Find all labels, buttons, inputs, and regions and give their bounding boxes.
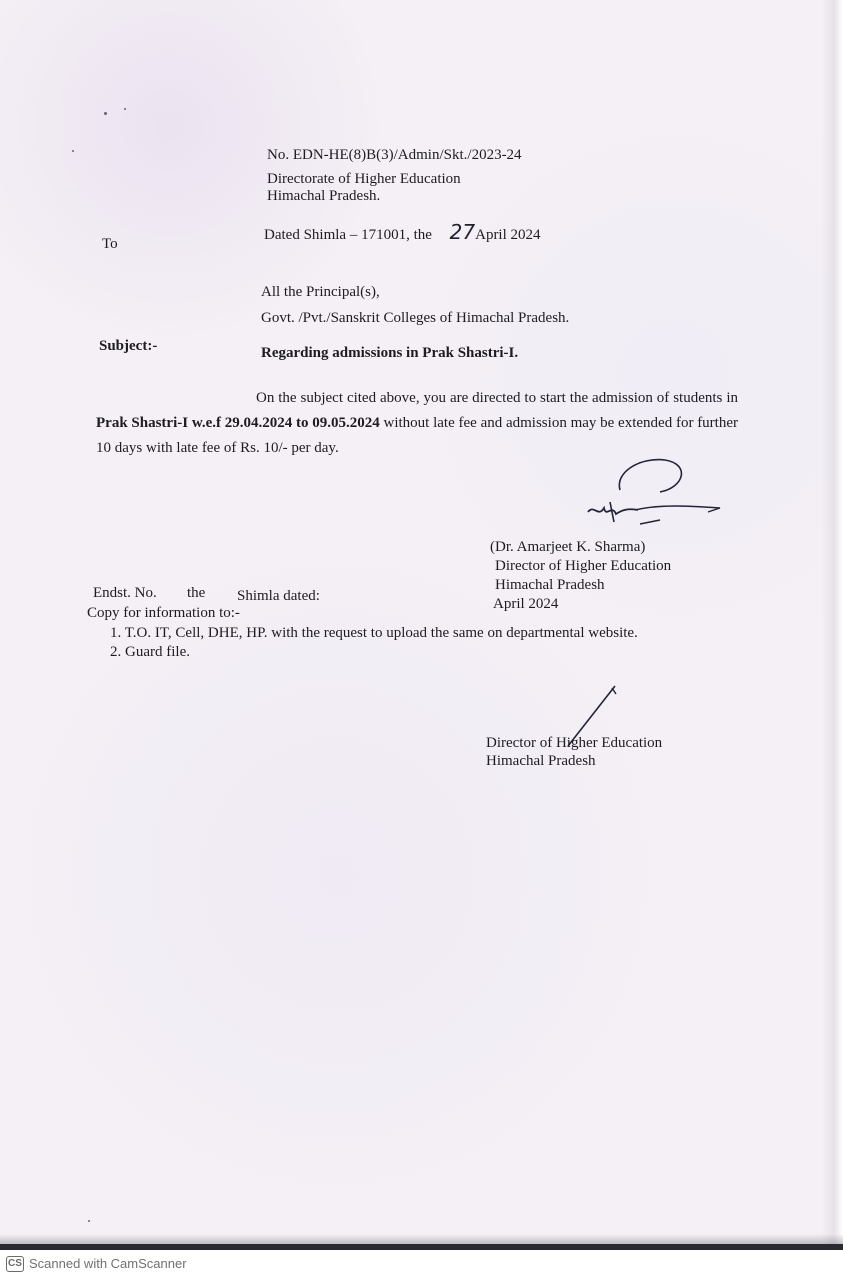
- subject-label: Subject:-: [99, 338, 158, 354]
- endst-dated: Shimla dated:: [237, 588, 320, 604]
- signatory2-designation: Director of Higher Education: [486, 735, 663, 751]
- dated-month-year: April 2024: [475, 227, 541, 243]
- signature-1-image: [580, 452, 730, 532]
- scan-speck: [88, 1220, 90, 1222]
- to-label: To: [102, 236, 118, 252]
- body-bold-dates: Prak Shastri-I w.e.f 29.04.2024 to 09.05.2024: [96, 415, 380, 431]
- body-part1: On the subject cited above, you are directed to start the admission of students in: [256, 390, 738, 406]
- endst-no: Endst. No.: [93, 585, 157, 601]
- signatory-name: (Dr. Amarjeet K. Sharma): [490, 539, 646, 555]
- dated-day-handwritten: 27: [449, 220, 476, 244]
- signatory-designation: Director of Higher Education: [495, 558, 672, 574]
- scan-speck: [124, 108, 126, 110]
- camscanner-logo-icon: CS: [6, 1256, 24, 1272]
- addressee-line2: Govt. /Pvt./Sanskrit Colleges of Himachal Pradesh.: [261, 310, 570, 326]
- addressee-line1: All the Principal(s),: [261, 284, 380, 300]
- scan-speck: [72, 150, 74, 152]
- dated-prefix: Dated Shimla – 171001, the: [264, 227, 432, 243]
- copy-to-label: Copy for information to:-: [87, 605, 240, 621]
- file-number: No. EDN-HE(8)B(3)/Admin/Skt./2023-24: [267, 147, 522, 163]
- body-paragraph: [96, 386, 738, 461]
- scanner-footer: [0, 1250, 843, 1280]
- signatory-state: Himachal Pradesh: [495, 577, 605, 593]
- copy-item-2: 2. Guard file.: [110, 644, 190, 660]
- signatory2-state: Himachal Pradesh: [486, 753, 596, 769]
- camscanner-watermark-text: Scanned with CamScanner: [29, 1256, 187, 1271]
- scan-speck: [104, 112, 107, 115]
- office-name: Directorate of Higher Education: [267, 171, 461, 187]
- subject-text: Regarding admissions in Prak Shastri-I.: [261, 345, 519, 361]
- dated-line: [264, 220, 541, 244]
- page-bottom-shadow: [0, 1234, 843, 1244]
- body-part2: without late fee and admission may be extended for further 10 days with late fee of Rs. 10/- per day.: [96, 415, 738, 456]
- signatory-date: April 2024: [493, 596, 559, 612]
- endst-the: the: [187, 585, 206, 601]
- office-state: Himachal Pradesh.: [267, 188, 381, 204]
- copy-item-1: 1. T.O. IT, Cell, DHE, HP. with the request to upload the same on departmental website.: [110, 625, 638, 641]
- page-edge-shadow: [821, 0, 843, 1250]
